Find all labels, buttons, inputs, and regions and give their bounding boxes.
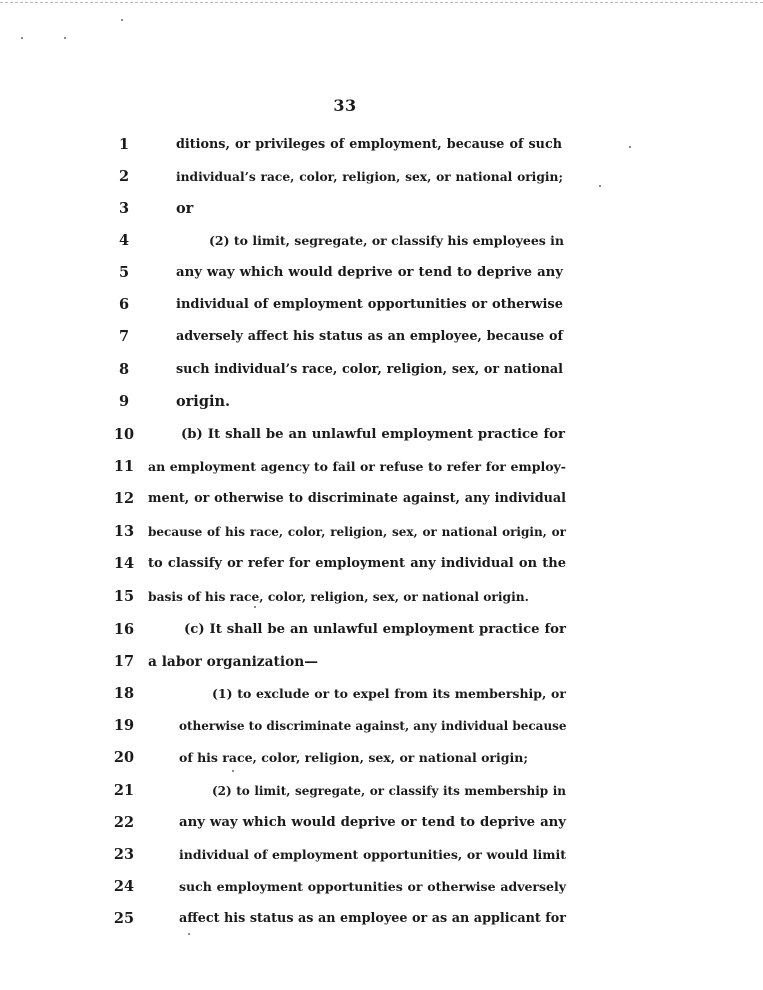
text-line xyxy=(0,165,763,189)
text-line xyxy=(0,390,763,414)
line-text: (2) to limit, segregate, or classify its membership in xyxy=(212,784,566,798)
text-line xyxy=(0,552,763,576)
line-number: 15 xyxy=(113,588,135,605)
scan-speck xyxy=(629,146,631,148)
text-line xyxy=(0,907,763,931)
text-line xyxy=(0,455,763,479)
line-number: 4 xyxy=(118,232,130,249)
line-text: because of his race, color, religion, sex, or national origin, or xyxy=(148,525,566,539)
line-number: 5 xyxy=(118,264,130,281)
line-number: 2 xyxy=(118,168,130,185)
line-text: such employment opportunities or otherwise adversely xyxy=(179,879,566,894)
line-number: 6 xyxy=(118,296,130,313)
line-text: affect his status as an employee or as an applicant for xyxy=(179,911,566,926)
text-line xyxy=(0,875,763,899)
text-line xyxy=(0,423,763,447)
text-line xyxy=(0,682,763,706)
line-text: ment, or otherwise to discriminate against, any individual xyxy=(148,491,566,506)
line-number: 1 xyxy=(118,136,130,153)
line-text: (2) to limit, segregate, or classify his employees in xyxy=(209,233,565,248)
text-line xyxy=(0,487,763,511)
line-number: 16 xyxy=(113,621,135,638)
line-text: basis of his race, color, religion, sex, or national origin. xyxy=(148,589,529,604)
scan-top-edge xyxy=(0,2,763,3)
line-number: 14 xyxy=(113,555,135,572)
line-text: an employment agency to fail or refuse to refer for employ- xyxy=(148,459,566,474)
line-text: any way which would deprive or tend to deprive any xyxy=(179,815,566,830)
line-text: such individual’s race, color, religion, sex, or national xyxy=(176,362,563,377)
scan-speck xyxy=(232,770,234,772)
line-text: to classify or refer for employment any individual on the xyxy=(148,556,566,571)
line-text: otherwise to discriminate against, any individual because xyxy=(179,719,567,733)
line-text: individual’s race, color, religion, sex, or national origin; xyxy=(176,169,563,184)
text-line xyxy=(0,618,763,642)
line-text: individual of employment opportunities or otherwise xyxy=(176,297,563,312)
line-number: 13 xyxy=(113,523,135,540)
scan-speck xyxy=(188,933,190,935)
line-text: (b) It shall be an unlawful employment practice for xyxy=(181,427,565,442)
text-line xyxy=(0,261,763,285)
text-line xyxy=(0,585,763,609)
line-number: 22 xyxy=(113,814,135,831)
text-line xyxy=(0,293,763,317)
line-number: 18 xyxy=(113,685,135,702)
line-text: (c) It shall be an unlawful employment practice for xyxy=(184,622,566,637)
scan-speck xyxy=(64,37,66,39)
text-line xyxy=(0,650,763,674)
text-line xyxy=(0,714,763,738)
text-line xyxy=(0,520,763,544)
line-number: 3 xyxy=(118,200,130,217)
line-number: 25 xyxy=(113,910,135,927)
text-line xyxy=(0,811,763,835)
line-number: 10 xyxy=(113,426,135,443)
line-text: a labor organization— xyxy=(148,654,319,670)
text-line xyxy=(0,746,763,770)
line-text: any way which would deprive or tend to deprive any xyxy=(176,265,563,280)
line-number: 9 xyxy=(118,393,130,410)
line-number: 11 xyxy=(113,458,135,475)
line-number: 8 xyxy=(118,361,130,378)
line-text: (1) to exclude or to expel from its membership, or xyxy=(212,686,566,701)
line-text: of his race, color, religion, sex, or national origin; xyxy=(179,750,528,765)
line-text: adversely affect his status as an employee, because of xyxy=(176,329,563,344)
scan-speck xyxy=(599,185,601,187)
text-line xyxy=(0,325,763,349)
text-line xyxy=(0,197,763,221)
text-line xyxy=(0,229,763,253)
line-number: 19 xyxy=(113,717,135,734)
line-number: 24 xyxy=(113,878,135,895)
line-number: 7 xyxy=(118,328,130,345)
text-line xyxy=(0,779,763,803)
text-line xyxy=(0,843,763,867)
scan-speck xyxy=(121,19,123,21)
line-number: 20 xyxy=(113,749,135,766)
text-line xyxy=(0,358,763,382)
line-text: individual of employment opportunities, or would limit xyxy=(179,847,566,862)
line-text: ditions, or privileges of employment, because of such xyxy=(176,137,562,152)
text-line xyxy=(0,133,763,157)
line-number: 17 xyxy=(113,653,135,670)
page-number: 33 xyxy=(333,96,357,115)
line-number: 12 xyxy=(113,490,135,507)
scan-speck xyxy=(254,606,256,608)
line-text: or xyxy=(176,200,194,217)
line-number: 23 xyxy=(113,846,135,863)
scan-speck xyxy=(21,37,23,39)
line-text: origin. xyxy=(176,393,231,410)
line-number: 21 xyxy=(113,782,135,799)
